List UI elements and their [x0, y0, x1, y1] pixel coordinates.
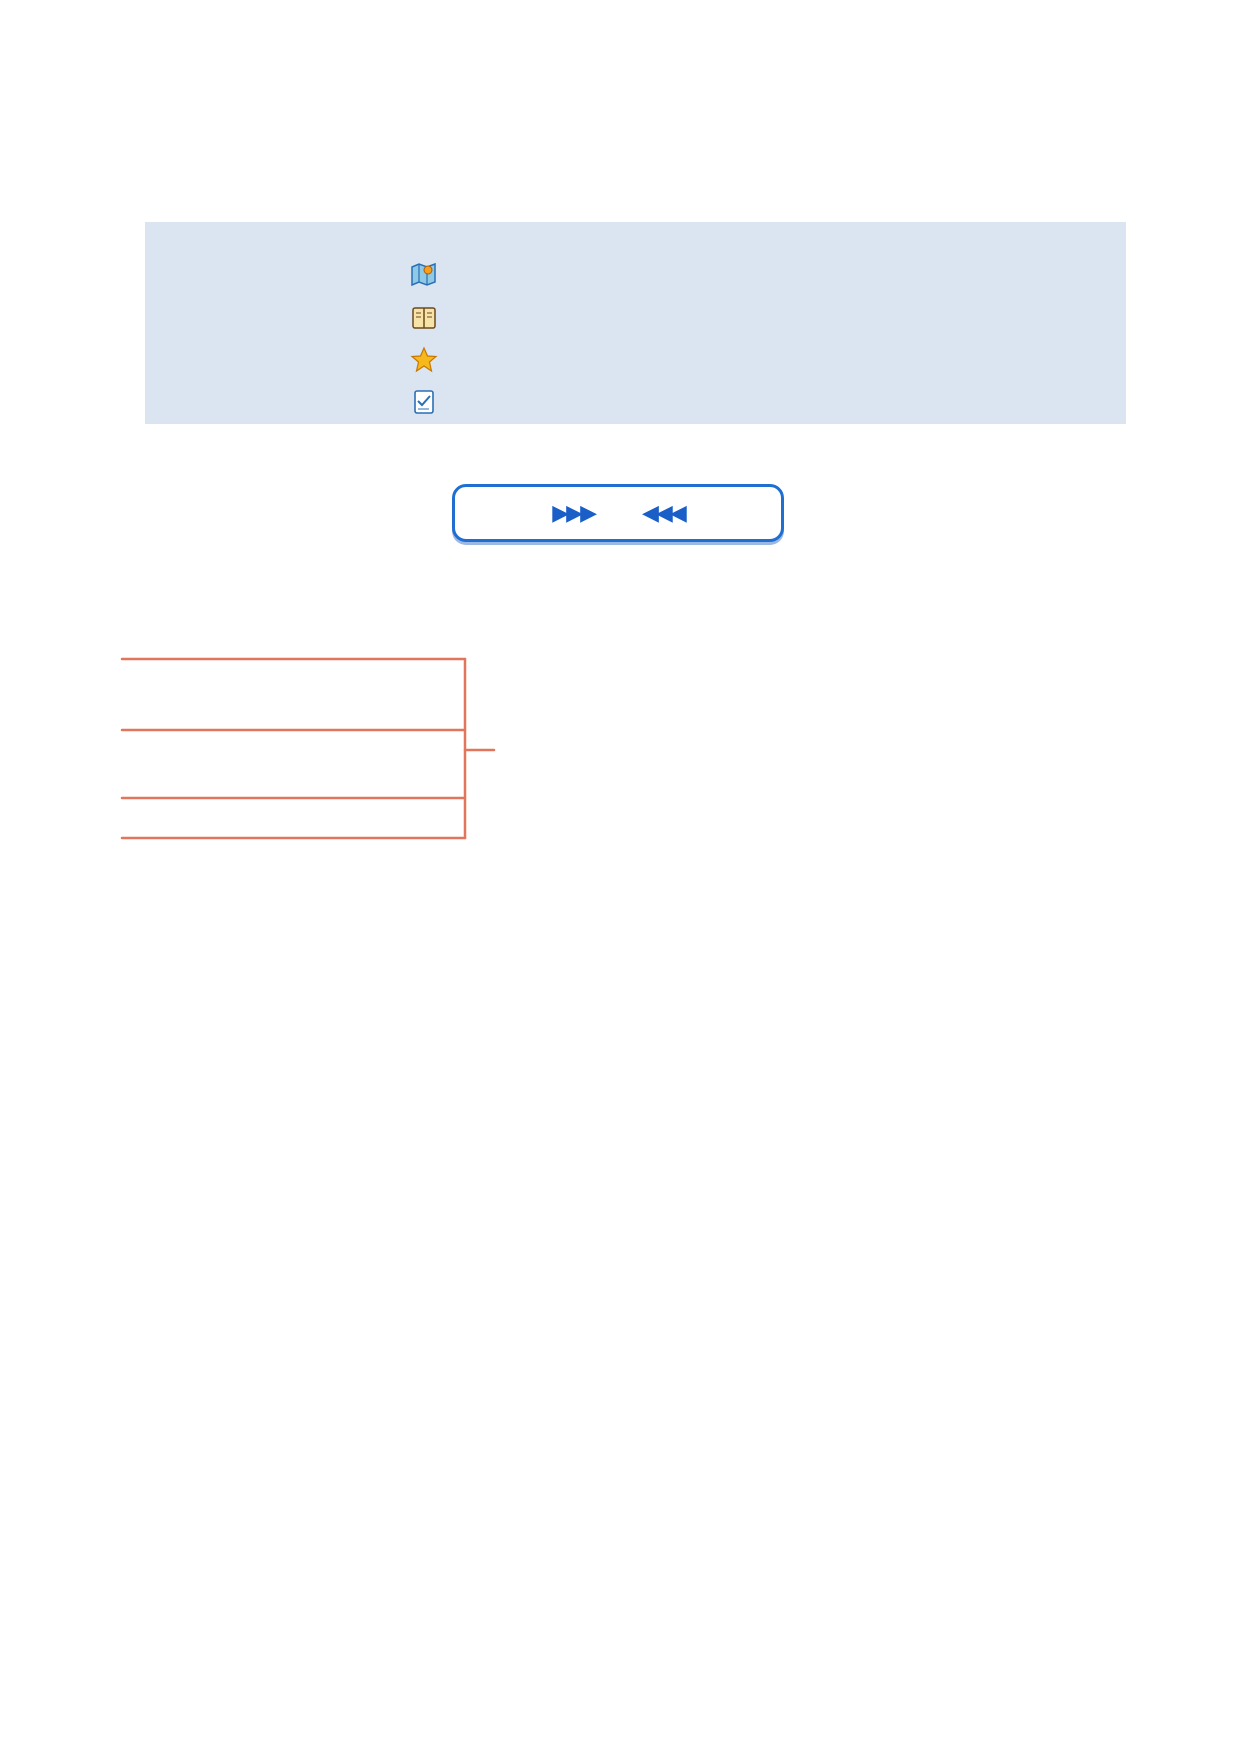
nav-item-review-improve [410, 388, 450, 416]
checklist-icon [410, 388, 438, 416]
map-icon [410, 260, 438, 288]
content-navigation-panel [145, 222, 1126, 424]
right-arrows-icon: ▶▶▶ [552, 500, 594, 526]
mind-map [112, 590, 1132, 1230]
mindmap-section-banner [452, 484, 784, 542]
nav-item-key-points [410, 304, 450, 332]
star-icon [410, 346, 438, 374]
nav-item-practice [410, 346, 450, 374]
book-icon [410, 304, 438, 332]
nav-item-review-knowledge [410, 260, 450, 288]
left-arrows-icon: ◀◀◀ [642, 500, 684, 526]
